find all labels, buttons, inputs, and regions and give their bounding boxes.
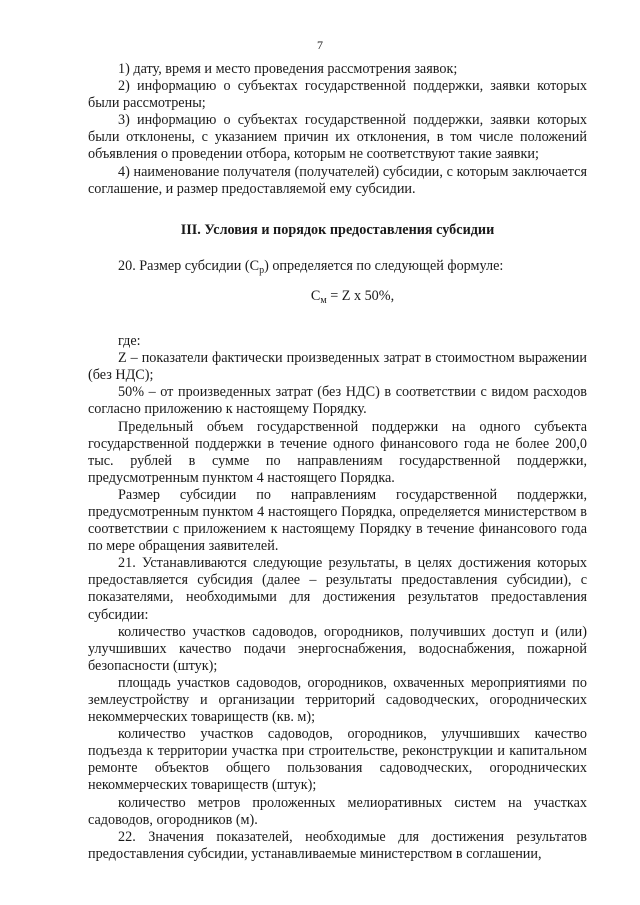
formula xyxy=(118,288,587,309)
page-number: 7 xyxy=(317,38,323,52)
list-item: 4) наименование получателя (получателей) субсидии, с которым заключается соглашение, и размер предоставляемой ему субсидии. xyxy=(88,163,587,197)
list-item: 3) информацию о субъектах государственной поддержки, заявки которых были отклонены, с указанием причин их отклонения, в том числе положений объявления о проведении отбора, которым не соответствуют такие заявки; xyxy=(88,112,587,163)
paragraph: количество участков садоводов, огородников, улучшивших качество подъезда к территории участка при строительстве, реконструкции и капитальном ремонте объектов общего пользования садоводческих, огороднических некоммерческих товариществ (штук); xyxy=(88,726,587,794)
paragraph: количество участков садоводов, огородников, получивших доступ и (или) улучшивших качество подачи энергоснабжения, водоснабжения, пожарной безопасности (штук); xyxy=(88,623,587,674)
formula-subscript: м xyxy=(320,294,327,306)
paragraph: Размер субсидии по направлениям государственной поддержки, предусмотренным пунктом 4 настоящего Порядка, определяется министерством в соответствии с приложением к настоящему Порядку в течение финансового года по мере обращения заявителей. xyxy=(88,486,587,555)
document-body xyxy=(88,61,587,863)
p20-subscript: р xyxy=(259,264,265,276)
paragraph-20-intro xyxy=(88,258,587,279)
list-item: 1) дату, время и место проведения рассмотрения заявок; xyxy=(118,61,458,77)
paragraph: 50% – от произведенных затрат (без НДС) в соответствии с видом расходов согласно приложению к настоящему Порядку. xyxy=(88,384,587,418)
paragraph: 22. Значения показателей, необходимые для достижения результатов предоставления субсидии, устанавливаемые министерством в соглашении, xyxy=(88,828,587,862)
paragraph: где: xyxy=(118,333,141,350)
formula-rest: = Z х 50%, xyxy=(326,287,395,304)
formula-c: С xyxy=(310,287,321,304)
paragraph: 21. Устанавливаются следующие результаты, в целях достижения которых предоставляется субсидия (далее – результаты предоставления субсидии), с показателями, необходимыми для достижения результатов предоставления субсидии: xyxy=(88,555,587,623)
list-item: 2) информацию о субъектах государственной поддержки, заявки которых были рассмотрены; xyxy=(88,78,587,112)
p20-text-after: ) определяется по следующей формуле: xyxy=(264,257,504,274)
paragraph: Z – показатели фактически произведенных затрат в стоимостном выражении (без НДС); xyxy=(88,350,587,384)
p20-text-before: 20. Размер субсидии (С xyxy=(118,257,260,274)
section-heading: III. Условия и порядок предоставления субсидии xyxy=(180,221,495,238)
paragraph: площадь участков садоводов, огородников, охваченных мероприятиями по землеустройству и организации территорий садоводческих, огороднических некоммерческих товариществ (кв. м); xyxy=(88,674,587,726)
paragraph: Предельный объем государственной поддержки на одного субъекта государственной поддержки в течение одного финансового года не более 200,0 тыс. рублей в сумме по направлениям государственной поддержки, предусмотренным пунктом 4 настоящего Порядка. xyxy=(88,418,587,486)
paragraph: количество метров проложенных мелиоративных систем на участках садоводов, огородников (м). xyxy=(88,794,587,828)
